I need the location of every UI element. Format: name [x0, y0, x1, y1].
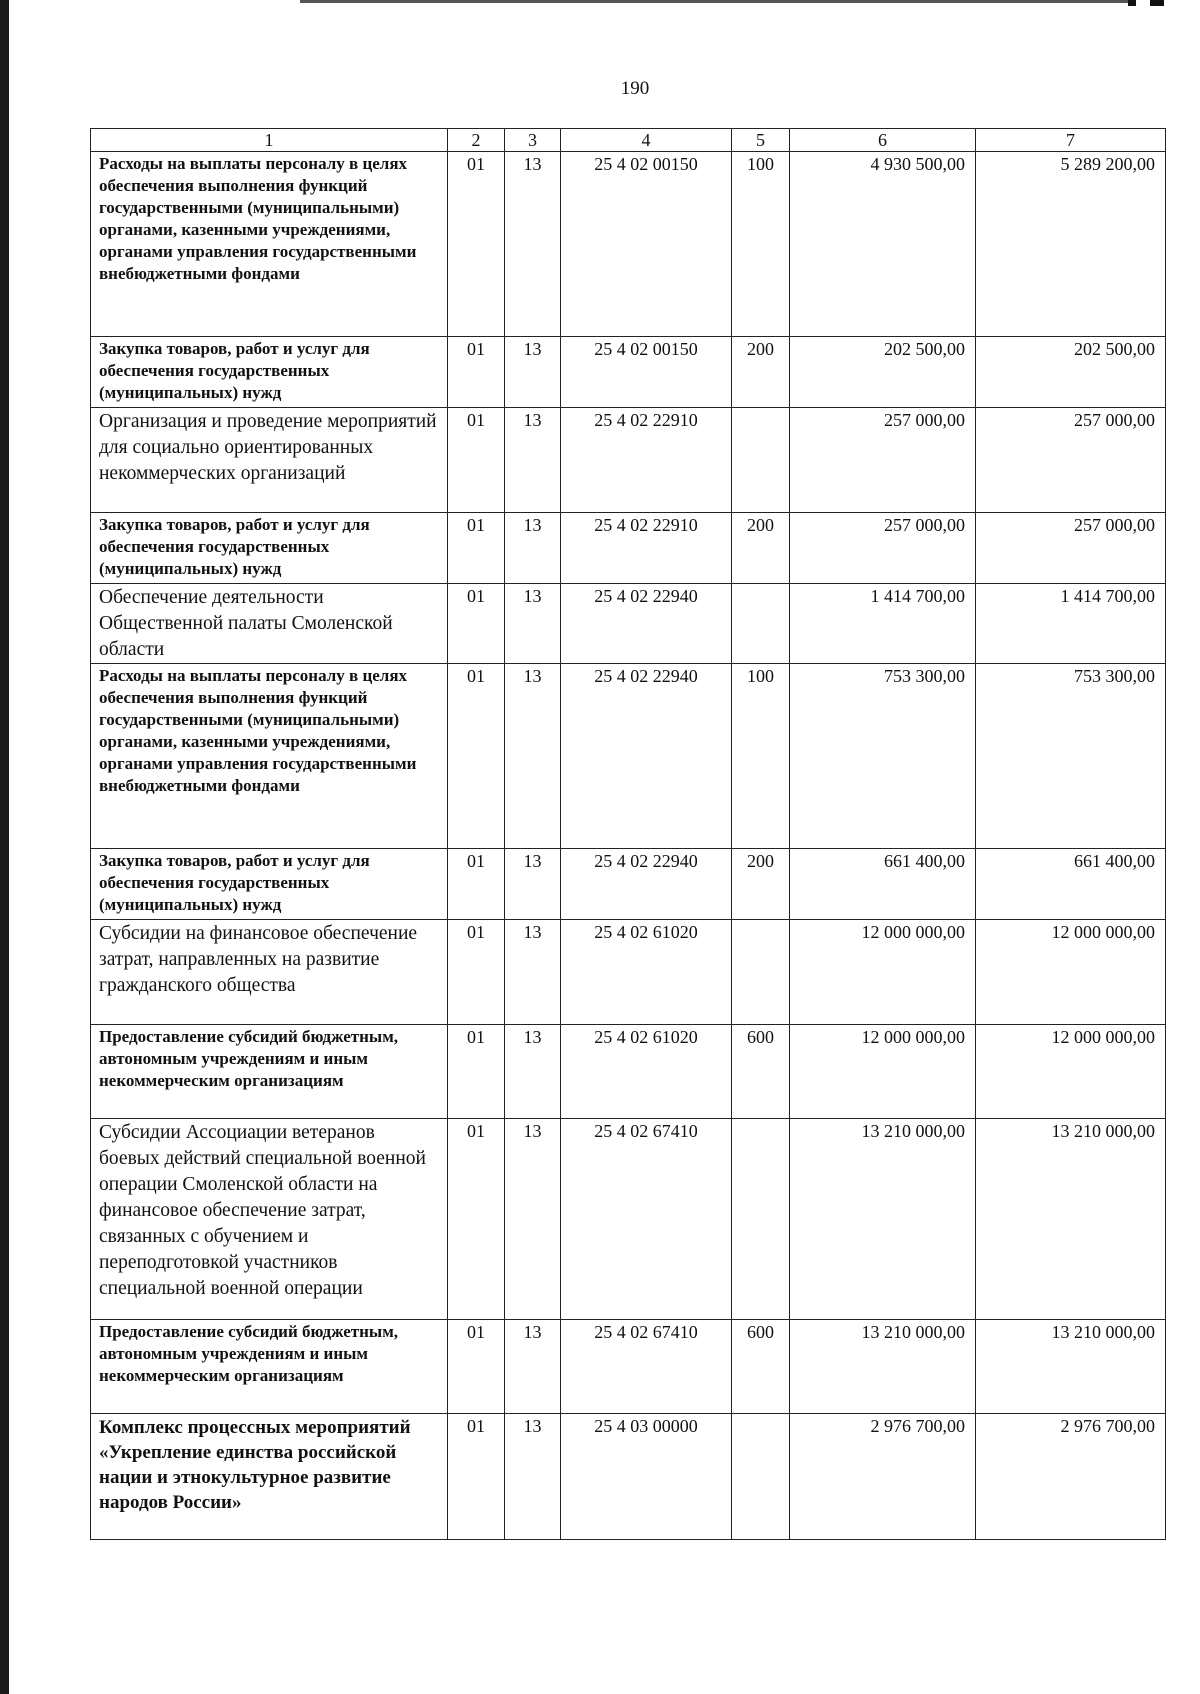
amount-cell: 257 000,00 [790, 513, 976, 584]
subsection-code-cell: 13 [505, 513, 561, 584]
target-item-cell: 25 4 02 22940 [561, 849, 732, 920]
expense-type-cell: 600 [732, 1320, 790, 1414]
target-item-cell: 25 4 02 22910 [561, 513, 732, 584]
target-item-cell: 25 4 02 67410 [561, 1119, 732, 1320]
target-item-cell: 25 4 02 00150 [561, 337, 732, 408]
expense-type-cell [732, 1119, 790, 1320]
amount-cell: 12 000 000,00 [790, 1025, 976, 1119]
row-name-cell: Предоставление субсидий бюджетным, автономным учреждениям и иным некоммерческим организациям [91, 1320, 448, 1414]
subsection-code-cell: 13 [505, 337, 561, 408]
amount-cell: 257 000,00 [790, 408, 976, 513]
amount-cell: 13 210 000,00 [976, 1119, 1166, 1320]
amount-cell: 5 289 200,00 [976, 152, 1166, 337]
row-name-cell: Субсидии на финансовое обеспечение затрат, направленных на развитие гражданского общества [91, 920, 448, 1025]
table-row [91, 1414, 1166, 1540]
amount-cell: 12 000 000,00 [790, 920, 976, 1025]
header-cell: 1 [91, 129, 448, 152]
section-code-cell: 01 [448, 513, 505, 584]
subsection-code-cell: 13 [505, 408, 561, 513]
expense-type-cell [732, 1414, 790, 1540]
target-item-cell: 25 4 02 61020 [561, 1025, 732, 1119]
target-item-cell: 25 4 02 22910 [561, 408, 732, 513]
amount-cell: 2 976 700,00 [976, 1414, 1166, 1540]
section-code-cell: 01 [448, 584, 505, 664]
expense-type-cell: 100 [732, 152, 790, 337]
table-row [91, 152, 1166, 337]
section-code-cell: 01 [448, 337, 505, 408]
expense-type-cell: 200 [732, 849, 790, 920]
subsection-code-cell: 13 [505, 1119, 561, 1320]
amount-cell: 661 400,00 [976, 849, 1166, 920]
row-name-cell: Расходы на выплаты персоналу в целях обеспечения выполнения функций государственными (муниципальными) органами, казенными учреждениями, органами управления государственными внебюджетными фондами [91, 664, 448, 849]
subsection-code-cell: 13 [505, 920, 561, 1025]
table-header-row [91, 129, 1166, 152]
row-name-cell: Закупка товаров, работ и услуг для обеспечения государственных (муниципальных) нужд [91, 337, 448, 408]
header-cell: 3 [505, 129, 561, 152]
target-item-cell: 25 4 02 22940 [561, 664, 732, 849]
header-cell: 5 [732, 129, 790, 152]
amount-cell: 12 000 000,00 [976, 920, 1166, 1025]
expense-type-cell: 200 [732, 513, 790, 584]
expense-type-cell [732, 408, 790, 513]
header-cell: 4 [561, 129, 732, 152]
budget-table [90, 128, 1166, 1540]
section-code-cell: 01 [448, 1025, 505, 1119]
table-row [91, 1119, 1166, 1320]
expense-type-cell [732, 584, 790, 664]
target-item-cell: 25 4 02 67410 [561, 1320, 732, 1414]
scan-mark [1150, 0, 1164, 6]
section-code-cell: 01 [448, 1320, 505, 1414]
amount-cell: 661 400,00 [790, 849, 976, 920]
table-row [91, 1320, 1166, 1414]
amount-cell: 1 414 700,00 [976, 584, 1166, 664]
section-code-cell: 01 [448, 1414, 505, 1540]
target-item-cell: 25 4 02 61020 [561, 920, 732, 1025]
header-cell: 7 [976, 129, 1166, 152]
amount-cell: 13 210 000,00 [790, 1119, 976, 1320]
amount-cell: 257 000,00 [976, 408, 1166, 513]
row-name-cell: Закупка товаров, работ и услуг для обеспечения государственных (муниципальных) нужд [91, 849, 448, 920]
row-name-cell: Комплекс процессных мероприятий «Укрепление единства российской нации и этнокультурное развитие народов России» [91, 1414, 448, 1540]
subsection-code-cell: 13 [505, 664, 561, 849]
target-item-cell: 25 4 02 00150 [561, 152, 732, 337]
row-name-cell: Обеспечение деятельности Общественной палаты Смоленской области [91, 584, 448, 664]
row-name-cell: Организация и проведение мероприятий для социально ориентированных некоммерческих организаций [91, 408, 448, 513]
subsection-code-cell: 13 [505, 1414, 561, 1540]
amount-cell: 12 000 000,00 [976, 1025, 1166, 1119]
section-code-cell: 01 [448, 849, 505, 920]
row-name-cell: Расходы на выплаты персоналу в целях обеспечения выполнения функций государственными (муниципальными) органами, казенными учреждениями, органами управления государственными внебюджетными фондами [91, 152, 448, 337]
section-code-cell: 01 [448, 1119, 505, 1320]
header-cell: 6 [790, 129, 976, 152]
section-code-cell: 01 [448, 920, 505, 1025]
table-row [91, 408, 1166, 513]
amount-cell: 202 500,00 [790, 337, 976, 408]
amount-cell: 2 976 700,00 [790, 1414, 976, 1540]
section-code-cell: 01 [448, 408, 505, 513]
subsection-code-cell: 13 [505, 849, 561, 920]
amount-cell: 13 210 000,00 [790, 1320, 976, 1414]
table-row [91, 1025, 1166, 1119]
expense-type-cell: 100 [732, 664, 790, 849]
subsection-code-cell: 13 [505, 1320, 561, 1414]
expense-type-cell: 200 [732, 337, 790, 408]
scan-edge-left [0, 0, 9, 1694]
amount-cell: 4 930 500,00 [790, 152, 976, 337]
table-row [91, 849, 1166, 920]
expense-type-cell [732, 920, 790, 1025]
subsection-code-cell: 13 [505, 584, 561, 664]
row-name-cell: Предоставление субсидий бюджетным, автономным учреждениям и иным некоммерческим организациям [91, 1025, 448, 1119]
table-row [91, 337, 1166, 408]
table-row [91, 513, 1166, 584]
table-row [91, 664, 1166, 849]
scan-mark [1128, 0, 1136, 6]
section-code-cell: 01 [448, 664, 505, 849]
section-code-cell: 01 [448, 152, 505, 337]
subsection-code-cell: 13 [505, 1025, 561, 1119]
table-row [91, 920, 1166, 1025]
subsection-code-cell: 13 [505, 152, 561, 337]
row-name-cell: Субсидии Ассоциации ветеранов боевых действий специальной военной операции Смоленской области на финансовое обеспечение затрат, связанных с обучением и переподготовкой участников специальной военной операции [91, 1119, 448, 1320]
expense-type-cell: 600 [732, 1025, 790, 1119]
scan-edge-top [300, 0, 1130, 3]
row-name-cell: Закупка товаров, работ и услуг для обеспечения государственных (муниципальных) нужд [91, 513, 448, 584]
table-row [91, 584, 1166, 664]
amount-cell: 257 000,00 [976, 513, 1166, 584]
amount-cell: 13 210 000,00 [976, 1320, 1166, 1414]
target-item-cell: 25 4 02 22940 [561, 584, 732, 664]
amount-cell: 1 414 700,00 [790, 584, 976, 664]
target-item-cell: 25 4 03 00000 [561, 1414, 732, 1540]
header-cell: 2 [448, 129, 505, 152]
amount-cell: 753 300,00 [976, 664, 1166, 849]
amount-cell: 202 500,00 [976, 337, 1166, 408]
page-number: 190 [620, 78, 650, 99]
amount-cell: 753 300,00 [790, 664, 976, 849]
